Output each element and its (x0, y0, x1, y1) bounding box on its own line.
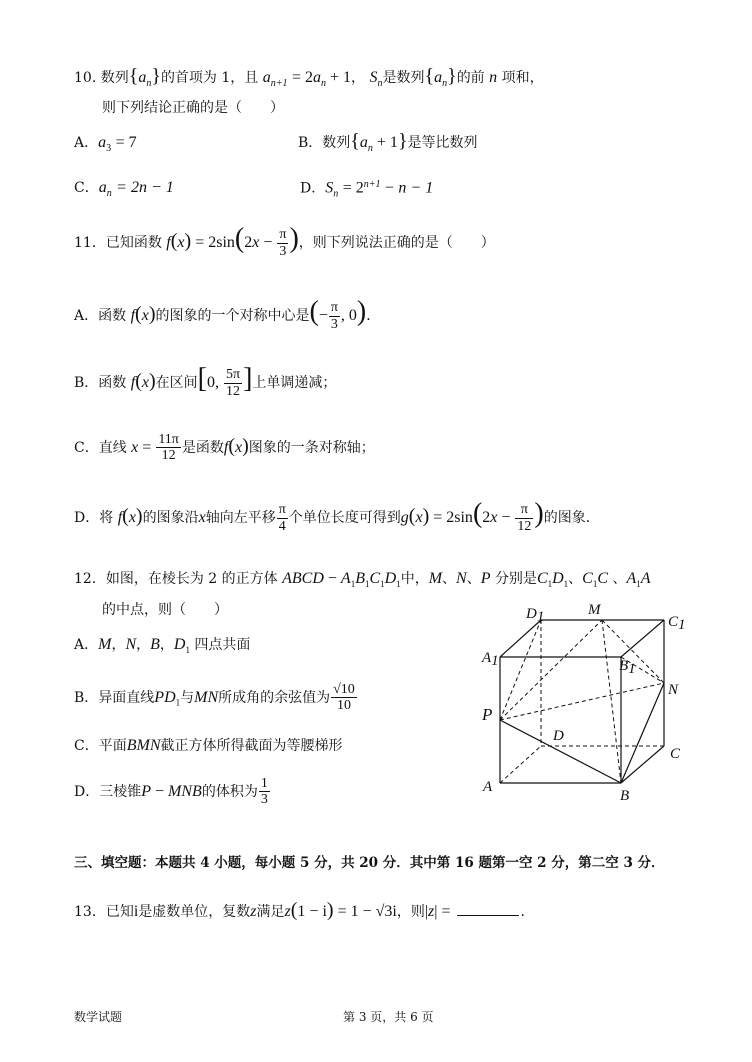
q13-answer-blank[interactable] (457, 903, 519, 916)
q10-option-b[interactable]: B．数列$\{a_n + 1\}$是等比数列 (298, 130, 478, 154)
label-c1: C1 (668, 614, 686, 633)
label-a1: A1 (482, 650, 499, 669)
label-n: N (668, 682, 679, 698)
footer-page-number: 第 3 页，共 6 页 (343, 1010, 434, 1024)
segment-p-m (500, 620, 602, 720)
label-p: P (482, 705, 493, 724)
q11-option-d[interactable]: D．将 f(x)的图象沿x轴向左平移 $\frac{\pi}{4}$ 个单位长度可得到g(x) = 2sin(2x − $\frac{\pi}{12}$ )的图象． (74, 498, 600, 534)
edge-a-d (500, 746, 541, 783)
edge-b1-c1 (621, 620, 664, 657)
label-d1: D1 (526, 606, 545, 625)
segment-n-b (621, 683, 664, 783)
q12-option-d[interactable]: D．三棱锥P − MNB的体积为 $\frac{1}{3}$ (74, 776, 268, 808)
label-b: B (620, 788, 630, 804)
q10-stem-line2: 则下列结论正确的是（ ） (102, 100, 284, 116)
q10-option-d[interactable]: D．$S_n = 2^{n+1} - n - 1$ (300, 179, 434, 200)
q10-line1: 10. 数列$\{a_n\}$的首项为 1，且 $a_{n+1} = 2a_n + 1$， $S_n$是数列$\{a_n\}$的前 n 项和， (74, 65, 544, 89)
segment-p-d1 (500, 620, 541, 720)
q10-option-a[interactable]: A．$a_3 = 7$ (74, 134, 137, 154)
q12-stem-line2: 的中点，则（ ） (102, 602, 228, 618)
section3-heading: 三、填空题：本题共 4 小题，每小题 5 分，共 20 分．其中第 16 题第一空 2 分，第二空 3 分． (74, 855, 665, 871)
segment-m-b (602, 620, 621, 783)
q11-option-c[interactable]: C．直线 x = $\frac{11\pi}{12}$ 是函数f(x)图象的一条对称轴； (74, 432, 375, 464)
q12-option-b[interactable]: B．异面直线$PD_1$与MN所成角的余弦值为 $\frac{√10}{10}$ (74, 682, 355, 714)
edge-a1-d1 (500, 620, 541, 657)
footer-subject: 数学试题 (74, 1010, 123, 1024)
q12-option-a[interactable]: A．M，N，B，$D_1$ 四点共面 (74, 636, 251, 655)
edge-b-c (621, 746, 664, 783)
q12-stem-line1: 12．如图，在棱长为 2 的正方体 ABCD − $A_1B_1C_1D_1$中，M、N、P 分别是$C_1D_1$、$C_1C$ 、$A_1A$ (74, 570, 651, 589)
label-c: C (670, 746, 681, 762)
segment-p-n (500, 683, 664, 720)
q12-option-c[interactable]: C．平面BMN截正方体所得截面为等腰梯形 (74, 737, 343, 754)
label-a: A (483, 779, 493, 795)
q11-stem: 11．已知函数 f(x) = 2sin(2x − $\frac{\pi}{3}$ )，则下列说法正确的是（ ） (74, 223, 495, 259)
label-d: D (553, 728, 564, 744)
q10-option-c[interactable]: C．$a_n = 2n - 1$ (74, 179, 174, 199)
cube-diagram (476, 600, 696, 805)
label-m: M (588, 602, 601, 618)
label-b1: B1 (619, 658, 636, 677)
q11-option-a[interactable]: A．函数 f(x)的图象的一个对称中心是(− $\frac{\pi}{3}$ , 0)． (74, 296, 381, 332)
q13-stem: 13．已知i是虚数单位，复数z满足z(1 − i) = 1 − √3i，则|z| = . (74, 899, 525, 921)
q11-option-b[interactable]: B．函数 f(x)在区间[0, $\frac{5\pi}{12}$ ]上单调递减； (74, 363, 337, 399)
